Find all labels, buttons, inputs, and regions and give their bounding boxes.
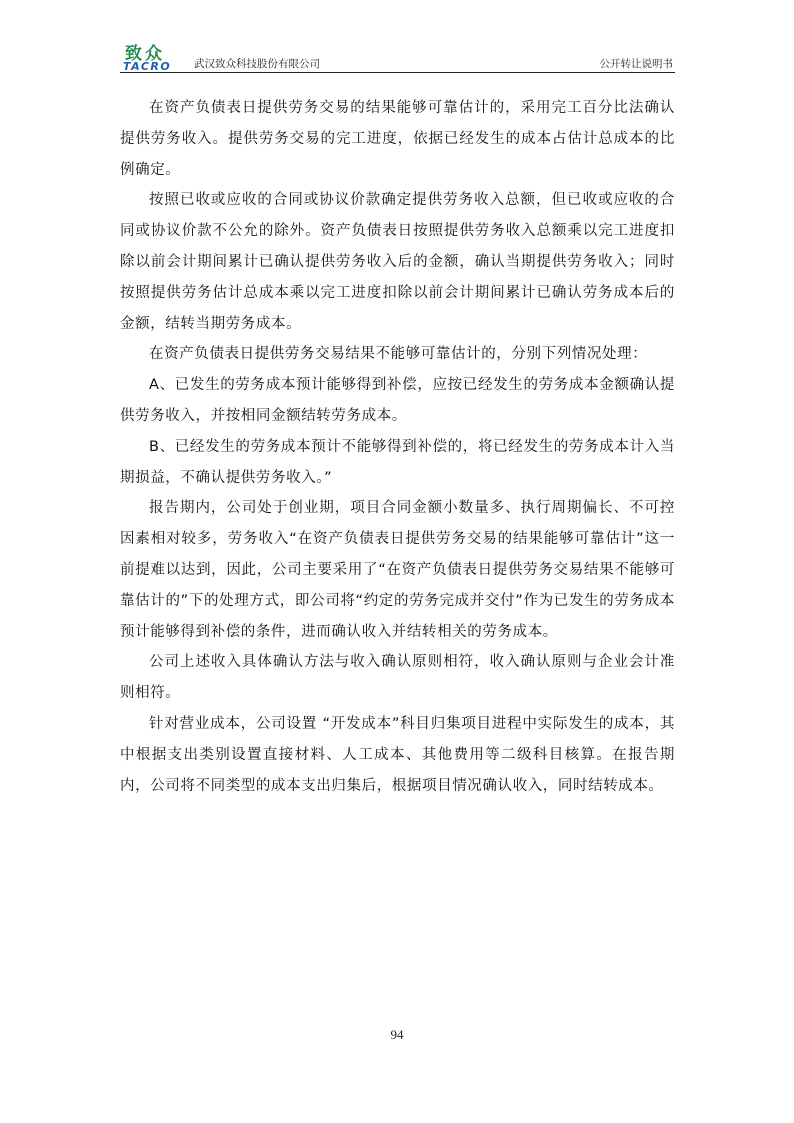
paragraph: 在资产负债表日提供劳务交易的结果能够可靠估计的，采用完工百分比法确认提供劳务收入。提供劳务交易的完工进度，依据已经发生的成本占估计总成本的比例确定。 [120,100,675,178]
paragraph: 报告期内，公司处于创业期，项目合同金额小数量多、执行周期偏长、不可控因素相对较多，劳务收入“在资产负债表日提供劳务交易的结果能够可靠估计”这一前提难以达到，因此，公司主要采用了“在资产负债表日提供劳务交易结果不能够可靠估计的”下的处理方式，即公司将“约定的劳务完成并交付”作为已发生的劳务成本预计能够得到补偿的条件，进而确认收入并结转相关的劳务成本。 [120,500,675,640]
paragraph: 在资产负债表日提供劳务交易结果不能够可靠估计的，分别下列情况处理： [149,346,648,363]
paragraph: 针对营业成本，公司设置 “开发成本”科目归集项目进程中实际发生的成本，其中根据支出类别设置直接材料、人工成本、其他费用等二级科目核算。在报告期内，公司将不同类型的成本支出归集后，根据项目情况确认收入，同时结转成本。 [120,715,675,794]
page-number: 94 [390,1027,404,1042]
logo-wordmark: TACRO [123,60,172,72]
paragraph: 按照已收或应收的合同或协议价款确定提供劳务收入总额，但已收或应收的合同或协议价款不公允的除外。资产负债表日按照提供劳务收入总额乘以完工进度扣除以前会计期间累计已确认提供劳务收入后的金额，确认当期提供劳务收入；同时按照提供劳务估计总成本乘以完工进度扣除以前会计期间累计已确认劳务成本后的金额，结转当期劳务成本。 [120,192,675,332]
company-logo [122,42,188,72]
header-divider [120,72,675,73]
paragraph: 公司上述收入具体确认方法与收入确认原则相符，收入确认原则与企业会计准则相符。 [120,654,675,702]
logo-glyphs: 致众 [125,44,165,64]
company-name: 武汉致众科技股份有限公司 [194,58,320,70]
document-body [120,93,675,801]
page-header [120,40,675,74]
tacro-logo-icon [122,42,188,72]
paragraph: B、已经发生的劳务成本预计不能够得到补偿的，将已经发生的劳务成本计入当期损益，不确认提供劳务收入。” [120,438,675,486]
paragraph: A、已发生的劳务成本预计能够得到补偿，应按已经发生的劳务成本金额确认提供劳务收入，并按相同金额结转劳务成本。 [120,377,675,424]
document-title: 公开转让说明书 [599,58,673,70]
